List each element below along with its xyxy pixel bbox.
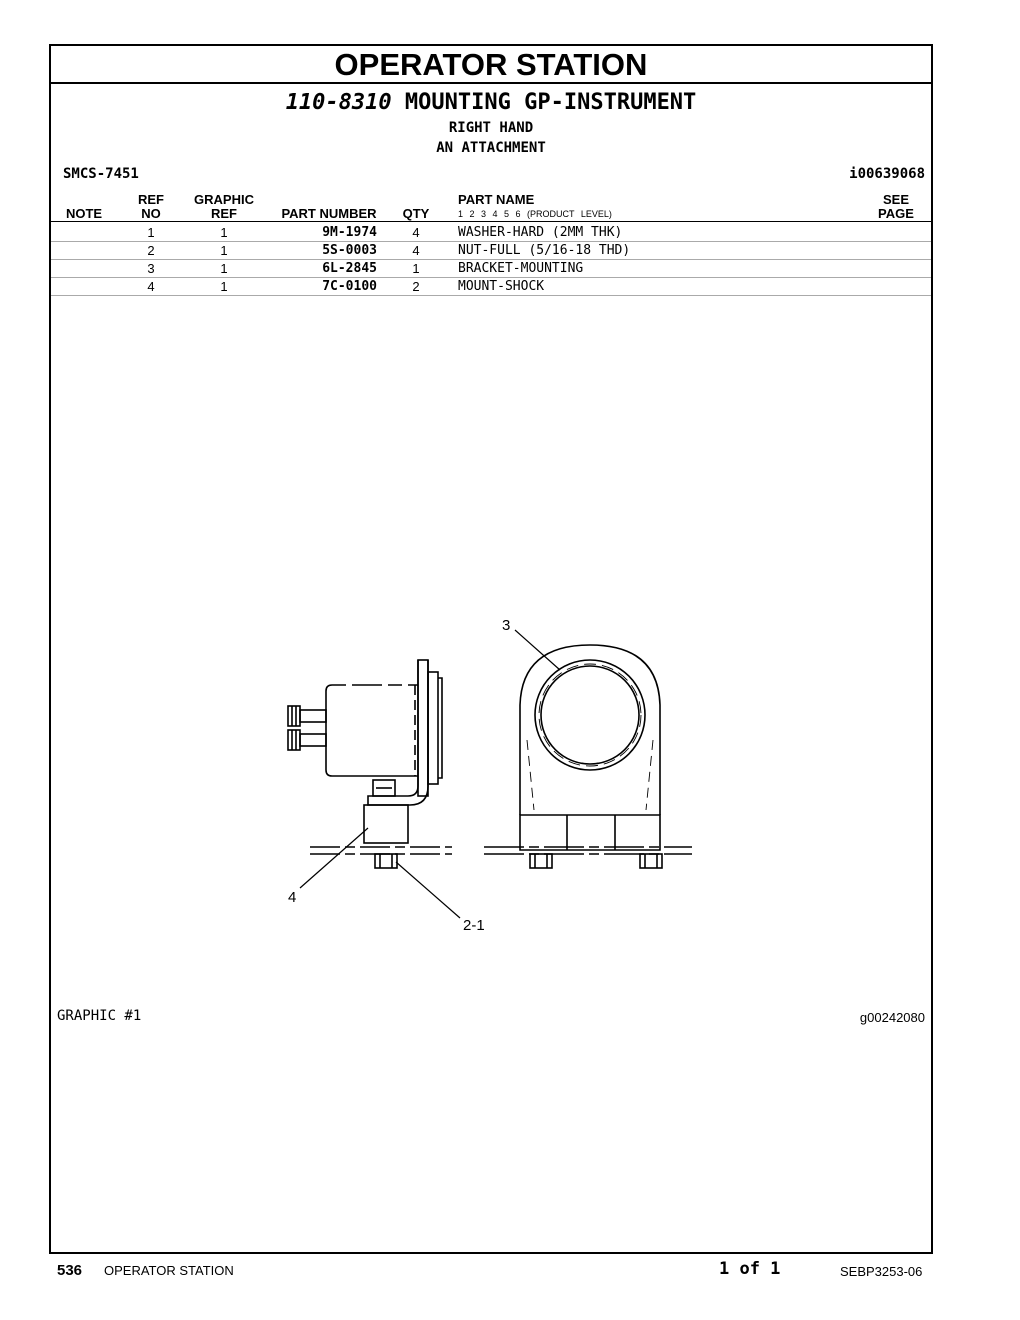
group-number: 110-8310 <box>285 90 392 115</box>
callout-3: 3 <box>502 617 511 634</box>
header-qty: QTY <box>402 206 430 221</box>
part-name: WASHER-HARD (2MM THK) <box>458 225 623 240</box>
header-note: NOTE <box>65 206 103 221</box>
header-divider <box>51 221 931 222</box>
header-part-name: PART NAME <box>458 192 535 207</box>
part-number: 6L-2845 <box>322 261 377 276</box>
table-row: 1 1 9M-1974 4 WASHER-HARD (2MM THK) <box>51 223 931 242</box>
header-ref-no: REF NO <box>138 192 164 221</box>
part-number: 9M-1974 <box>322 225 377 240</box>
graphic-label: GRAPHIC #1 <box>57 1008 142 1024</box>
graphic-id: g00242080 <box>859 1010 925 1025</box>
footer-page-count: 1 of 1 <box>719 1259 781 1279</box>
illustration-id: i00639068 <box>849 166 925 182</box>
table-row: 3 1 6L-2845 1 BRACKET-MOUNTING <box>51 259 931 278</box>
part-name: MOUNT-SHOCK <box>458 279 545 294</box>
table-row: 2 1 5S-0003 4 NUT-FULL (5/16-18 THD) <box>51 241 931 260</box>
header-part-number: PART NUMBER <box>281 206 377 221</box>
footer-page-number: 536 <box>57 1262 83 1279</box>
group-subtitle-1: RIGHT HAND <box>448 120 534 136</box>
header-graphic-ref: GRAPHIC REF <box>194 192 254 221</box>
section-title: OPERATOR STATION <box>51 46 931 84</box>
table-row: 4 1 7C-0100 2 MOUNT-SHOCK <box>51 277 931 296</box>
part-name: BRACKET-MOUNTING <box>458 261 584 276</box>
footer-section: OPERATOR STATION <box>104 1263 234 1278</box>
group-subtitle-2: AN ATTACHMENT <box>436 140 546 156</box>
part-name: NUT-FULL (5/16-18 THD) <box>458 243 631 258</box>
group-name: MOUNTING GP-INSTRUMENT <box>404 90 697 115</box>
footer-document-number: SEBP3253-06 <box>840 1264 923 1279</box>
smcs-code: SMCS-7451 <box>63 166 139 182</box>
callout-4: 4 <box>288 889 297 906</box>
part-number: 7C-0100 <box>322 279 377 294</box>
callout-2-1: 2-1 <box>463 917 485 934</box>
group-title <box>51 90 931 115</box>
header-product-level: 1 2 3 4 5 6 (PRODUCT LEVEL) <box>458 209 612 219</box>
header-see-page: SEE PAGE <box>878 192 914 221</box>
part-number: 5S-0003 <box>322 243 377 258</box>
parts-illustration <box>260 600 720 980</box>
